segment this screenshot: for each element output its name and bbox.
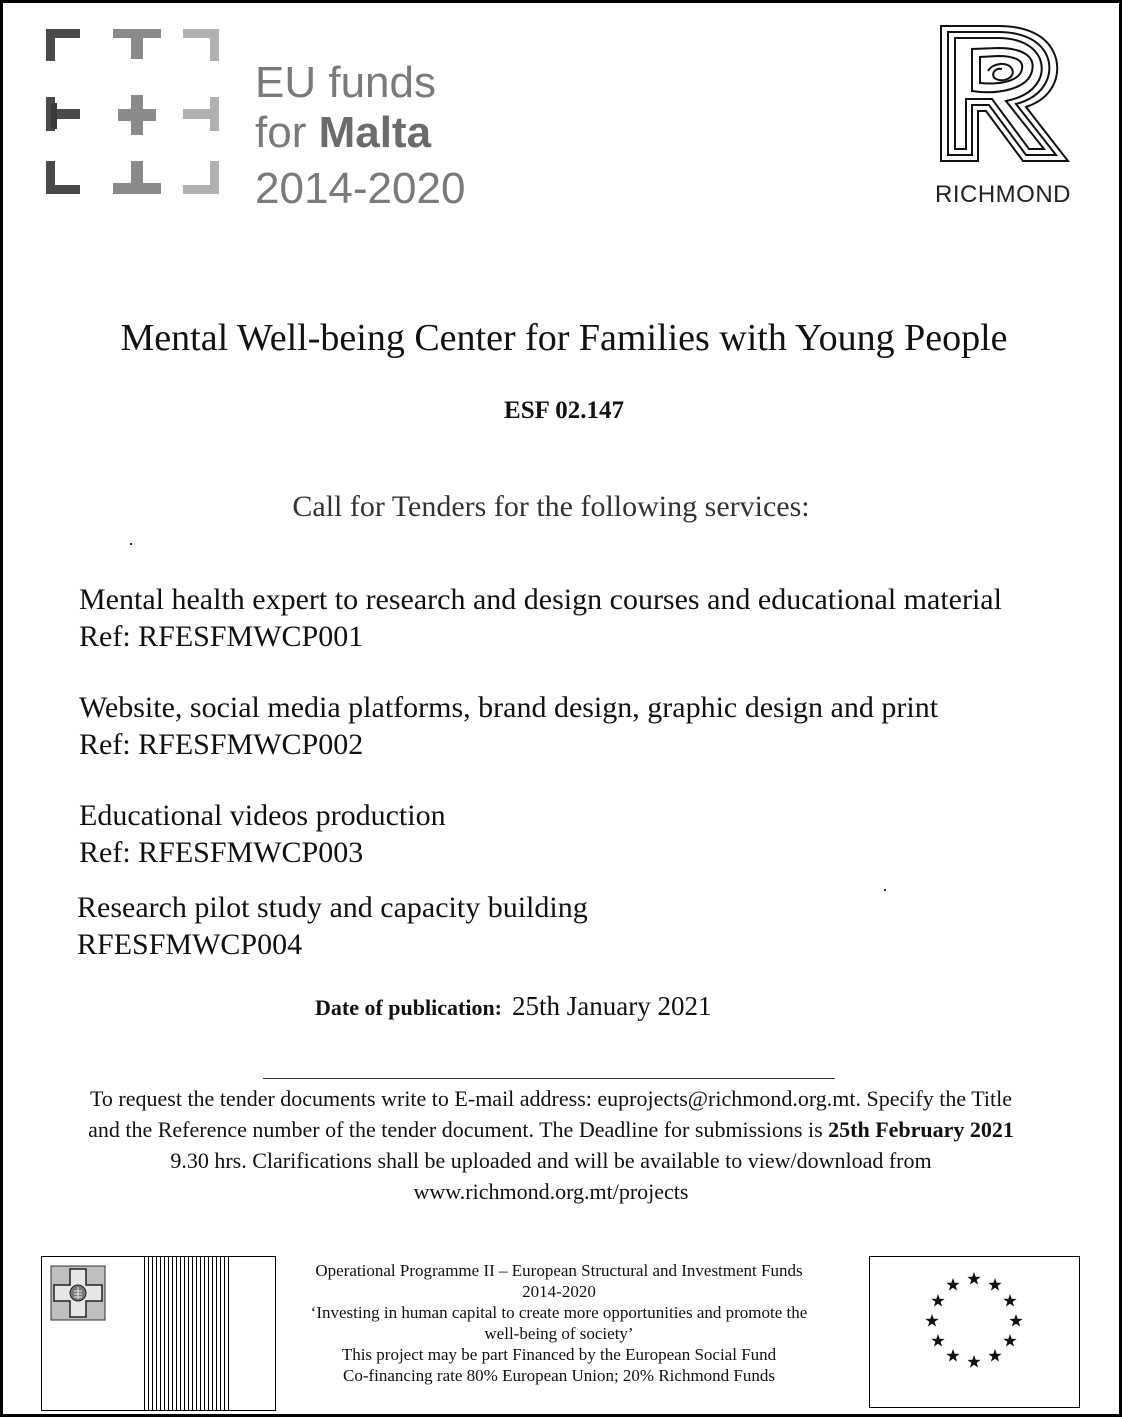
request-line-3: 9.30 hrs. Clarifications shall be uploaded and will be available to view/download from	[170, 1148, 932, 1173]
flag-stripes	[144, 1257, 230, 1410]
eu-stars-icon	[870, 1257, 1079, 1407]
funding-statement	[286, 1260, 832, 1386]
service-item	[79, 581, 1002, 655]
project-code: ESF 02.147	[504, 397, 624, 424]
eu-funds-wordmark	[255, 58, 466, 213]
funding-line-6: Co-financing rate 80% European Union; 20% Richmond Funds	[342, 1366, 775, 1385]
richmond-logo	[928, 21, 1078, 211]
funding-line-4: well-being of society’	[484, 1324, 634, 1343]
eu-funds-line1: EU funds	[255, 58, 436, 107]
malta-flag-icon	[41, 1256, 276, 1411]
deadline-date: 25th February 2021	[828, 1117, 1014, 1142]
stray-dot	[130, 543, 132, 545]
service-ref: Ref: RFESFMWCP003	[79, 836, 364, 869]
eu-funds-cross-icon	[43, 23, 223, 203]
funding-line-1: Operational Programme II – European Structural and Investment Funds	[315, 1261, 803, 1280]
eu-funds-line2: for Malta	[255, 108, 432, 157]
service-ref: Ref: RFESFMWCP001	[79, 620, 364, 653]
page-title: Mental Well-being Center for Families with Young People	[120, 317, 1008, 359]
request-line-1: To request the tender documents write to E-mail address: euprojects@richmond.org.mt. Specify the Title	[90, 1086, 1012, 1111]
service-item	[77, 889, 588, 963]
eu-funds-line3: 2014-2020	[255, 164, 466, 213]
funding-line-2: 2014-2020	[522, 1282, 596, 1301]
richmond-wordmark: RICHMOND	[935, 181, 1071, 208]
service-name: Mental health expert to research and design courses and educational material	[79, 583, 1002, 616]
george-cross-icon	[50, 1265, 106, 1321]
eu-flag-icon	[869, 1256, 1080, 1408]
funding-line-3: ‘Investing in human capital to create more opportunities and promote the	[310, 1303, 808, 1322]
service-name: Website, social media platforms, brand design, graphic design and print	[79, 691, 939, 724]
funding-line-5: This project may be part Financed by the European Social Fund	[341, 1345, 777, 1364]
richmond-r-icon	[928, 21, 1078, 171]
eu-funds-logo	[43, 23, 483, 213]
service-ref: Ref: RFESFMWCP002	[79, 728, 364, 761]
service-item	[79, 689, 938, 763]
call-intro: Call for Tenders for the following services:	[292, 490, 810, 523]
publication-value: 25th January 2021	[512, 991, 712, 1021]
publication-date	[315, 991, 711, 1022]
stray-dot	[884, 889, 886, 891]
publication-label: Date of publication:	[315, 995, 502, 1020]
service-name: Educational videos production	[79, 799, 446, 832]
request-instructions	[33, 1083, 1069, 1207]
request-line-2: and the Reference number of the tender document. The Deadline for submissions is 25th February 2021	[88, 1117, 1014, 1142]
service-ref: RFESFMWCP004	[77, 928, 303, 961]
request-line-4: www.richmond.org.mt/projects	[413, 1179, 689, 1204]
divider	[263, 1078, 835, 1079]
service-item	[79, 797, 446, 871]
service-name: Research pilot study and capacity building	[77, 891, 588, 924]
